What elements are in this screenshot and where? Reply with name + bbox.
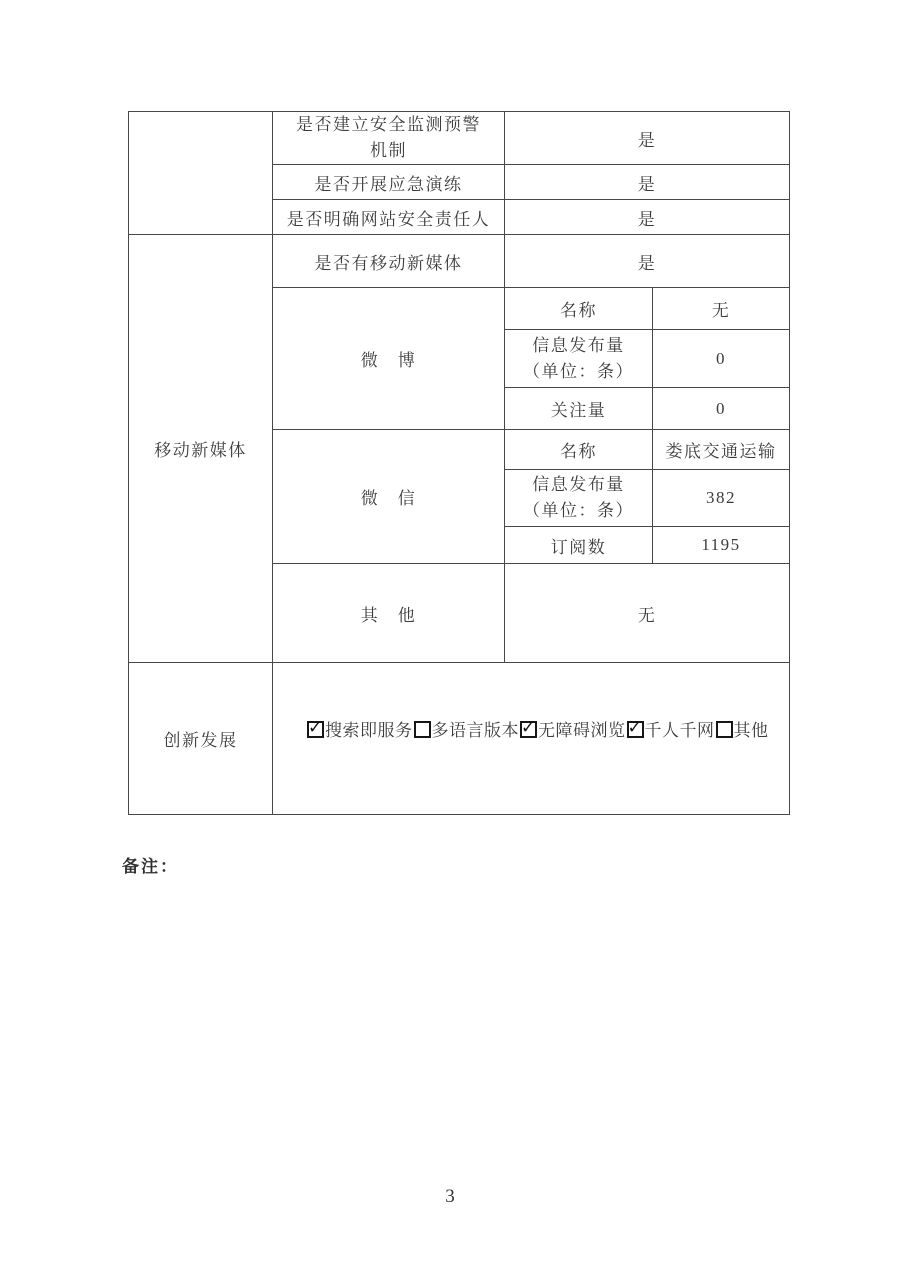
answer-cell: 是: [505, 112, 790, 165]
value-cell: 0: [653, 388, 790, 430]
report-table: [128, 111, 790, 815]
section-header-cell-innovation: 创新发展: [129, 663, 273, 815]
checkbox-icon[interactable]: [520, 721, 537, 738]
field-line1: 信息发布量: [532, 475, 625, 494]
question-cell: 是否明确网站安全责任人: [273, 200, 505, 235]
question-line2: 机制: [370, 141, 407, 160]
field-cell: 名称: [505, 288, 653, 330]
platform-cell-weibo: 微 博: [273, 288, 505, 430]
value-cell: 娄底交通运输: [653, 430, 790, 470]
option-label: 搜索即服务: [325, 721, 413, 740]
section-header-cell-empty: [129, 112, 273, 235]
checkbox-option-multilingual[interactable]: [413, 721, 520, 740]
value-cell: 0: [653, 330, 790, 388]
checkbox-icon[interactable]: [414, 721, 431, 738]
option-label: 无障碍浏览: [538, 721, 626, 740]
value-cell: 1195: [653, 527, 790, 564]
innovation-options: [306, 716, 789, 741]
field-cell: [505, 330, 653, 388]
checkbox-icon[interactable]: [716, 721, 733, 738]
question-cell: 是否有移动新媒体: [273, 235, 505, 288]
section-header-cell-mobile-media: 移动新媒体: [129, 235, 273, 663]
answer-cell: 是: [505, 235, 790, 288]
value-cell: 无: [653, 288, 790, 330]
innovation-options-cell: [273, 663, 790, 815]
notes-label: 备注：: [122, 857, 179, 876]
value-cell: 无: [505, 564, 790, 663]
field-line2: （单位：条）: [523, 501, 634, 520]
checkbox-option-personalized[interactable]: [626, 721, 715, 740]
checkbox-option-search-service[interactable]: [306, 721, 413, 740]
option-label: 多语言版本: [431, 721, 519, 740]
checkbox-option-accessibility[interactable]: [519, 721, 626, 740]
value-cell: 382: [653, 470, 790, 527]
page-number: 3: [445, 1186, 455, 1207]
option-label: 千人千网: [644, 721, 715, 740]
checkbox-icon[interactable]: [307, 721, 324, 738]
answer-cell: 是: [505, 165, 790, 200]
answer-cell: 是: [505, 200, 790, 235]
field-cell: 关注量: [505, 388, 653, 430]
question-line1: 是否建立安全监测预警: [296, 115, 481, 134]
platform-cell-wechat: 微 信: [273, 430, 505, 564]
question-cell: 是否开展应急演练: [273, 165, 505, 200]
checkbox-icon[interactable]: [627, 721, 644, 738]
question-cell: [273, 112, 505, 165]
field-line2: （单位：条）: [523, 361, 634, 381]
field-cell: [505, 470, 653, 527]
field-cell: 订阅数: [505, 527, 653, 564]
field-cell: 名称: [505, 430, 653, 470]
platform-cell-other: 其 他: [273, 564, 505, 663]
checkbox-option-other[interactable]: [715, 721, 769, 740]
field-line1: 信息发布量: [532, 335, 625, 355]
option-label: 其他: [733, 721, 769, 740]
